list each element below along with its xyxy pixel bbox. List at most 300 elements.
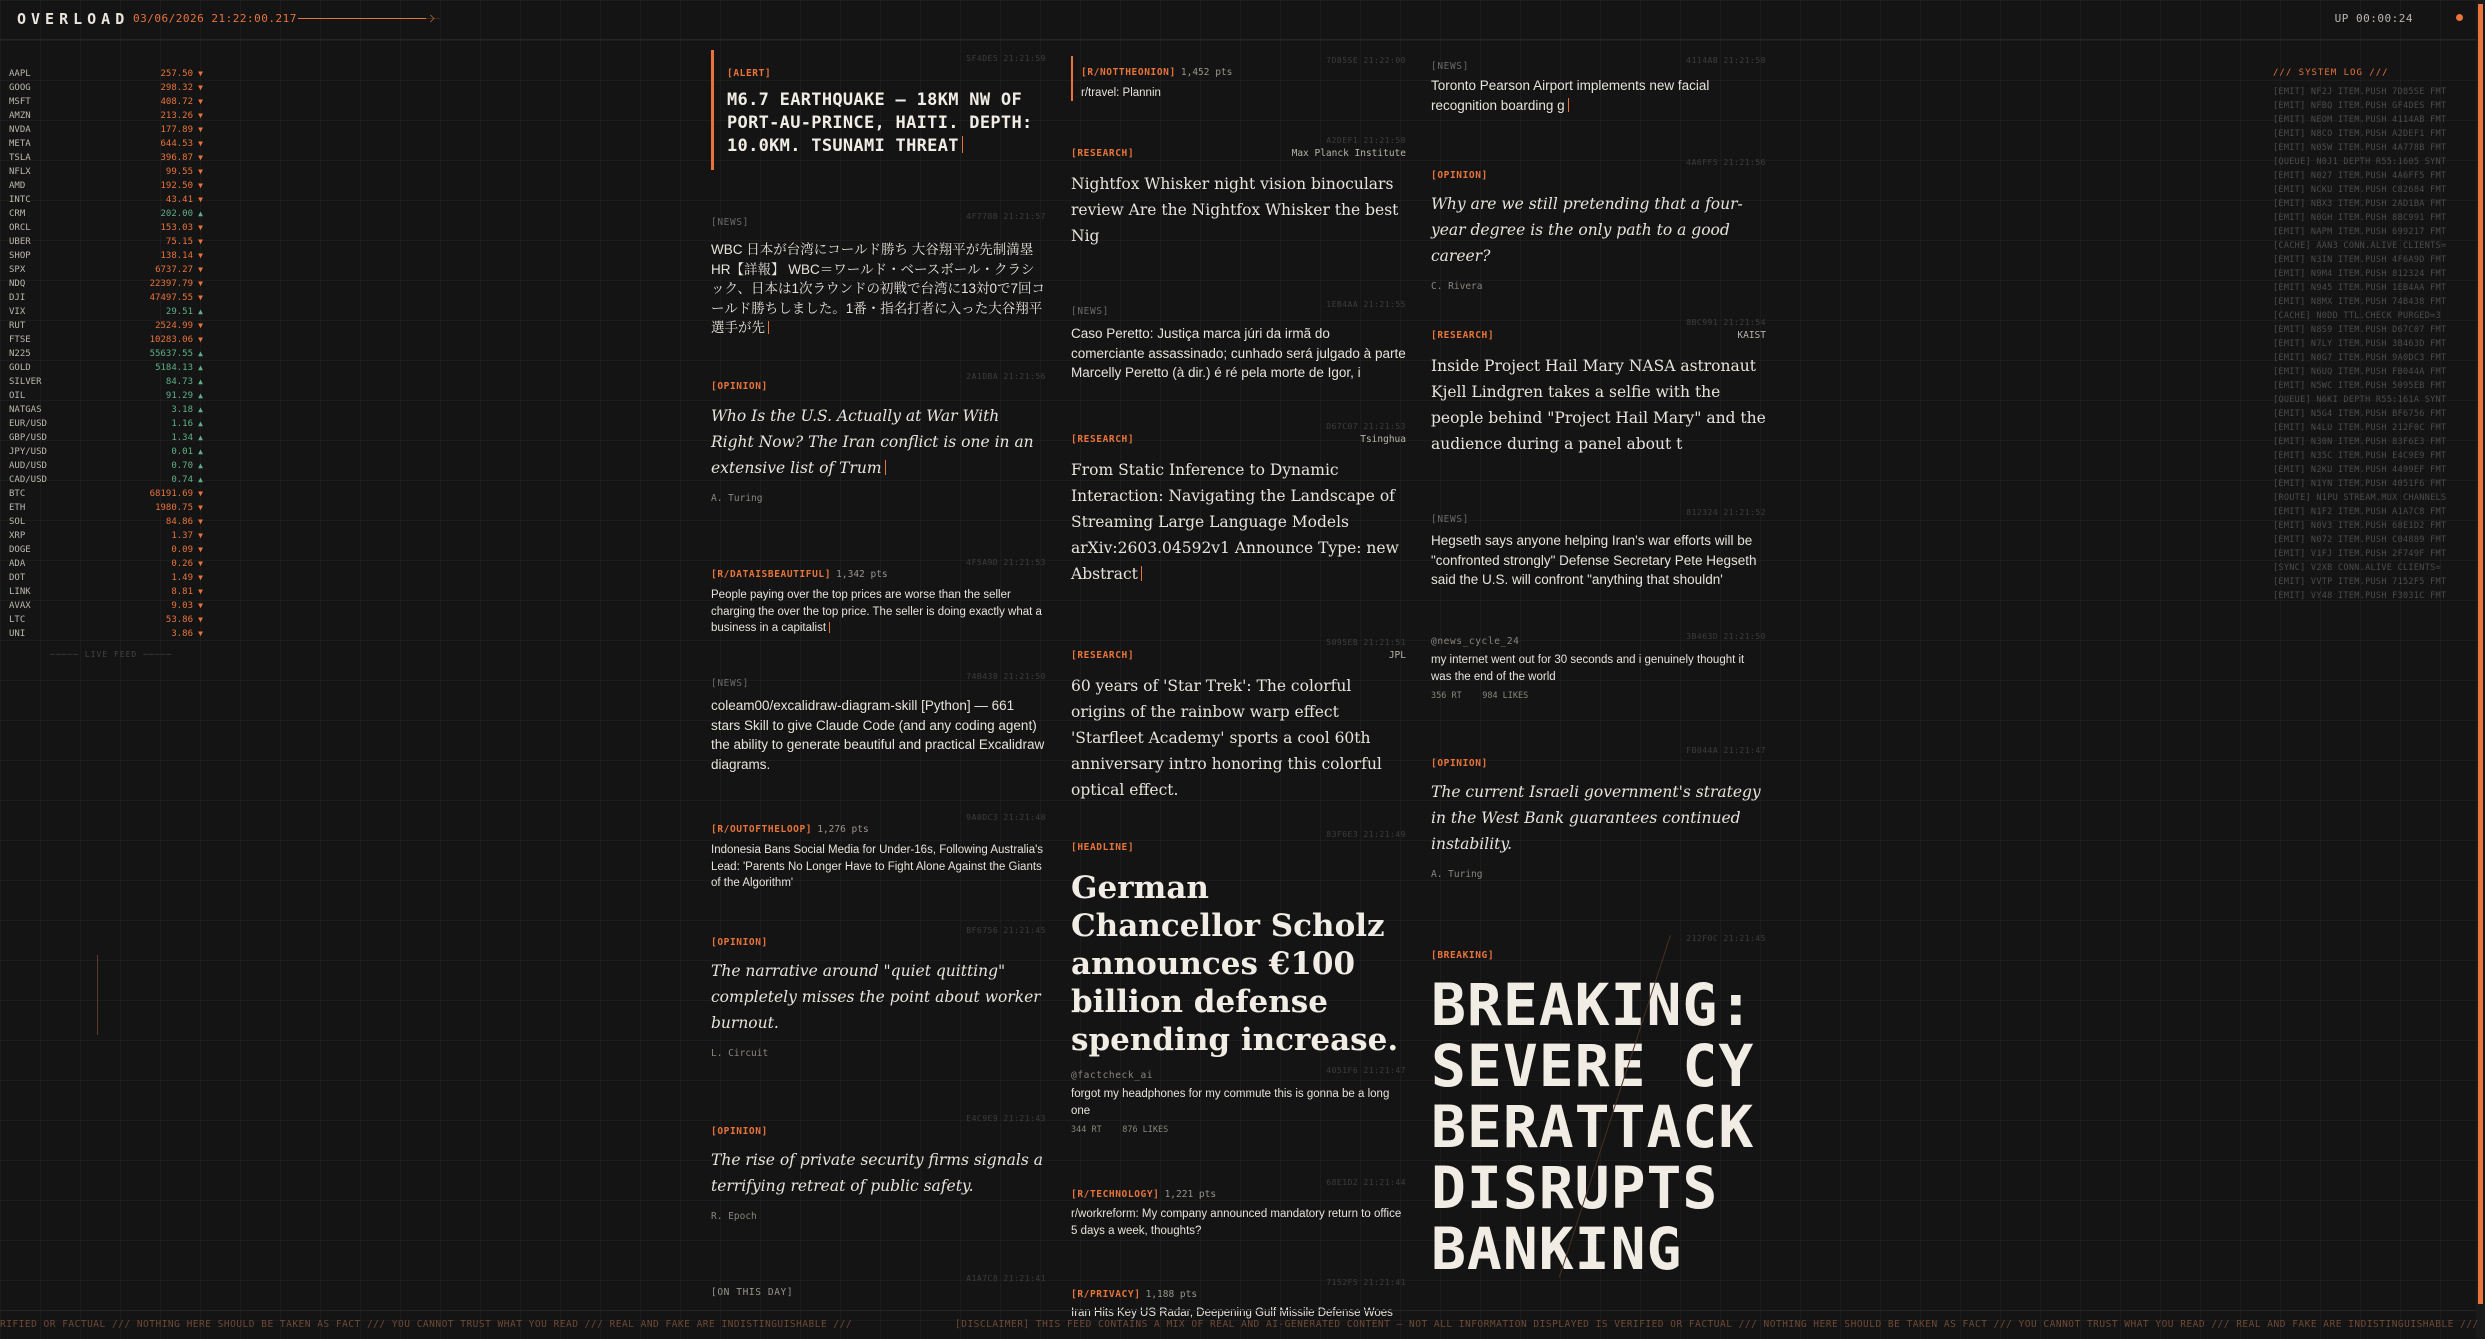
card-tag: [R/PRIVACY] (1071, 1289, 1141, 1300)
card-meta: D67C07 21:21:53 (1326, 422, 1406, 431)
ticker-value: 396.87 (160, 153, 193, 163)
log-line: [ROUTE] N1PU STREAM.MUX CHANNELS (2273, 493, 2447, 503)
ticker-row[interactable] (9, 207, 204, 221)
ticker-symbol: NDQ (9, 279, 26, 289)
ticker-row[interactable] (9, 249, 204, 263)
breaking-text: BREAKING: SEVERE CYBERATTACK DISRUPTS BANKING (1431, 971, 1755, 1283)
ticker-row[interactable] (9, 445, 204, 459)
ticker-row[interactable] (9, 417, 204, 431)
log-line: [CACHE] AAN3 CONN.ALIVE CLIENTS= (2273, 241, 2447, 251)
log-line: [SYNC] V2XB CONN.ALIVE CLIENTS= (2273, 563, 2441, 573)
card-meta: 1EB4AA 21:21:55 (1326, 300, 1406, 309)
opinion-card[interactable] (1431, 746, 1766, 880)
opinion-card[interactable] (711, 926, 1046, 1059)
ticker-row[interactable] (9, 109, 204, 123)
ticker-row[interactable] (9, 95, 204, 109)
opinion-card[interactable] (711, 372, 1046, 504)
arrow-down-icon: ▼ (198, 139, 203, 148)
arrow-down-icon: ▼ (198, 125, 203, 134)
arrow-down-icon: ▼ (198, 503, 203, 512)
ticker-row[interactable] (9, 291, 204, 305)
ticker-row[interactable] (9, 277, 204, 291)
reddit-card[interactable] (1071, 56, 1406, 101)
ticker-value: 53.86 (165, 615, 193, 625)
arrow-up-icon: ▲ (198, 391, 203, 400)
arrow-down-icon: ▼ (198, 279, 203, 288)
card-text: Why are we still pretending that a four-year degree is the only path to a good career? (1431, 195, 1743, 265)
card-meta: 4F778B 21:21:57 (966, 212, 1046, 221)
news-card[interactable] (1071, 300, 1406, 383)
card-tag: [RESEARCH] (1431, 330, 1495, 341)
log-line: [EMIT] N35C ITEM.PUSH E4C9E9 FMT (2273, 451, 2447, 461)
arrow-down-icon: ▼ (198, 111, 203, 120)
social-handle: @news_cycle_24 (1431, 636, 1520, 647)
card-tag: [R/OUTOFTHELOOP] (711, 824, 813, 835)
ticker-symbol: LINK (9, 587, 31, 597)
card-meta: 812324 21:21:52 (1686, 508, 1766, 517)
ticker-value: 47497.55 (149, 293, 193, 303)
ticker-symbol: CRM (9, 209, 26, 219)
ticker-symbol: AMD (9, 181, 26, 191)
card-tag: [RESEARCH] (1071, 650, 1135, 661)
ticker-row[interactable] (9, 221, 204, 235)
ticker-row[interactable] (9, 431, 204, 445)
card-text: The current Israeli government's strategy in the West Bank guarantees continued instability. (1431, 783, 1761, 853)
ticker-symbol: RUT (9, 321, 26, 331)
live-feed-label: ───── LIVE FEED ───── (50, 650, 173, 659)
ticker-symbol: JPY/USD (9, 447, 47, 457)
arrow-down-icon: ▼ (198, 489, 203, 498)
ticker-symbol: NVDA (9, 125, 31, 135)
system-log-title: /// SYSTEM LOG /// (2273, 68, 2389, 78)
ticker-row[interactable] (9, 627, 204, 641)
ticker-value: 202.00 (160, 209, 193, 219)
card-tag: [OPINION] (711, 937, 768, 948)
opinion-card[interactable] (1431, 158, 1766, 292)
ticker-value: 1.34 (171, 433, 193, 443)
log-line: [EMIT] N8S9 ITEM.PUSH D67C07 FMT (2273, 325, 2447, 335)
ticker-value: 10283.06 (149, 335, 193, 345)
ticker-symbol: MSFT (9, 97, 31, 107)
card-source: JPL (1388, 650, 1406, 661)
ticker-row[interactable] (9, 347, 204, 361)
card-author: R. Epoch (711, 1211, 757, 1222)
log-line: [EMIT] N027 ITEM.PUSH 4A6FF5 FMT (2273, 171, 2447, 181)
arrow-up-icon: ▲ (198, 307, 203, 316)
ticker-value: 5184.13 (155, 363, 193, 373)
alert-card[interactable] (711, 50, 1046, 170)
card-text: forgot my headphones for my commute this is gonna be a long one (1071, 1088, 1390, 1117)
ticker-value: 1.49 (171, 573, 193, 583)
ticker-value: 84.86 (165, 517, 193, 527)
card-author: C. Rivera (1431, 281, 1483, 292)
cursor-icon (962, 136, 963, 153)
log-line: [EMIT] N05W ITEM.PUSH 4A778B FMT (2273, 143, 2447, 153)
ticker-value: 6737.27 (155, 265, 193, 275)
arrow-down-icon: ▼ (198, 293, 203, 302)
ticker-symbol: DOT (9, 573, 26, 583)
ticker-row[interactable] (9, 123, 204, 137)
log-line: [EMIT] N0G7 ITEM.PUSH 9A0DC3 FMT (2273, 353, 2447, 363)
card-points: 1,276 pts (817, 824, 869, 835)
card-author: L. Circuit (711, 1048, 769, 1059)
ticker-symbol: VIX (9, 307, 26, 317)
ticker-symbol: CAD/USD (9, 475, 47, 485)
card-tag: [R/TECHNOLOGY] (1071, 1189, 1160, 1200)
research-card[interactable] (1071, 136, 1406, 249)
card-meta: 68E1D2 21:21:44 (1326, 1178, 1406, 1187)
log-line: [EMIT] N6UQ ITEM.PUSH FB044A FMT (2273, 367, 2447, 377)
log-line: [EMIT] VVTP ITEM.PUSH 7152F5 FMT (2273, 577, 2447, 587)
social-handle: @factcheck_ai (1071, 1070, 1154, 1081)
log-line: [EMIT] N7LY ITEM.PUSH 3B463D FMT (2273, 339, 2447, 349)
ticker-symbol: N225 (9, 349, 31, 359)
ticker-row[interactable] (9, 599, 204, 613)
ticker-value: 22397.79 (149, 279, 193, 289)
social-stats (1071, 1125, 1406, 1135)
log-line: [EMIT] N3IN ITEM.PUSH 4F6A9D FMT (2273, 255, 2447, 265)
card-text: The rise of private security firms signals a terrifying retreat of public safety. (711, 1151, 1043, 1195)
cursor-icon (768, 321, 769, 335)
ticker-symbol: AAPL (9, 69, 31, 79)
ticker-row[interactable] (9, 361, 204, 375)
card-meta: E4C9E9 21:21:43 (966, 1114, 1046, 1123)
ticker-row[interactable] (9, 235, 204, 249)
retweet-count: 356 RT (1431, 691, 1462, 701)
ticker-symbol: DOGE (9, 545, 31, 555)
scrollbar-thumb[interactable] (2478, 4, 2483, 1304)
log-line: [EMIT] N0GH ITEM.PUSH 8BC991 FMT (2273, 213, 2447, 223)
card-tag: [NEWS] (1431, 61, 1469, 72)
status-dot-icon (2456, 14, 2463, 21)
on-this-day-card[interactable] (711, 1274, 1046, 1298)
arrow-down-icon: ▼ (198, 587, 203, 596)
arrow-down-icon: ▼ (198, 153, 203, 162)
log-line: [EMIT] N8CO ITEM.PUSH A2DEF1 FMT (2273, 129, 2447, 139)
ticker-symbol: GOLD (9, 363, 31, 373)
ticker-value: 2524.99 (155, 321, 193, 331)
card-tag: [ALERT] (727, 68, 772, 79)
app-title: OVERLOAD (17, 10, 130, 28)
card-meta: A2DEF1 21:21:58 (1326, 136, 1406, 145)
ticker-row[interactable] (9, 193, 204, 207)
card-text: Caso Peretto: Justiça marca júri da irmã do comerciante assassinado; cunhado será julgado à parte Marcelly Peretto (à dir.) é ré pela morte de Igor, i (1071, 326, 1406, 380)
arrow-down-icon: ▼ (198, 69, 203, 78)
news-card[interactable] (711, 672, 1046, 774)
log-line: [CACHE] N0DD TTL.CHECK PURGED=3 (2273, 311, 2441, 321)
card-meta: BF6756 21:21:45 (966, 926, 1046, 935)
log-line: [QUEUE] N0J1 DEPTH R55:1605 SYNT (2273, 157, 2447, 167)
reddit-card[interactable] (711, 558, 1046, 637)
ticker-value: 0.01 (171, 447, 193, 457)
ticker-row[interactable] (9, 529, 204, 543)
ticker-row[interactable] (9, 473, 204, 487)
log-line: [EMIT] N072 ITEM.PUSH C04889 FMT (2273, 535, 2447, 545)
card-meta: 4F5A9D 21:21:53 (966, 558, 1046, 567)
ticker-symbol: UBER (9, 237, 31, 247)
ticker-symbol: NATGAS (9, 405, 42, 415)
ticker-symbol: SPX (9, 265, 26, 275)
ticker-row[interactable] (9, 613, 204, 627)
ticker-value: 99.55 (165, 167, 193, 177)
arrow-down-icon: ▼ (198, 545, 203, 554)
card-source: Max Planck Institute (1291, 148, 1406, 159)
ticker-symbol: AVAX (9, 601, 31, 611)
card-meta: 3B463D 21:21:50 (1686, 632, 1766, 641)
news-card[interactable] (1431, 56, 1766, 115)
log-line: [EMIT] N9M4 ITEM.PUSH 812324 FMT (2273, 269, 2447, 279)
card-tag: [OPINION] (1431, 758, 1488, 769)
card-text: my internet went out for 30 seconds and i genuinely thought it was the end of the world (1431, 654, 1745, 683)
ticker-symbol: GBP/USD (9, 433, 47, 443)
ticker-symbol: AUD/USD (9, 461, 47, 471)
ticker-row[interactable] (9, 585, 204, 599)
arrow-up-icon: ▲ (198, 349, 203, 358)
ticker-value: 153.03 (160, 223, 193, 233)
ticker-row[interactable] (9, 515, 204, 529)
system-log-lines (2273, 85, 2473, 603)
card-source: Tsinghua (1360, 434, 1406, 445)
ticker-value: 1.37 (171, 531, 193, 541)
arrow-up-icon: ▲ (198, 419, 203, 428)
card-points: 1,221 pts (1164, 1189, 1217, 1200)
log-line: [EMIT] N1YN ITEM.PUSH 4051F6 FMT (2273, 479, 2447, 489)
ticker-symbol: EUR/USD (9, 419, 47, 429)
card-text: r/travel: Plannin (1081, 87, 1161, 99)
progress-knob-icon (427, 15, 435, 23)
news-card[interactable] (711, 212, 1046, 338)
ticker-row[interactable] (9, 165, 204, 179)
ticker-symbol: DJI (9, 293, 26, 303)
arrow-down-icon: ▼ (198, 335, 203, 344)
card-text: r/workreform: My company announced mandatory return to office 5 days a week, thoughts? (1071, 1208, 1402, 1237)
card-text: Who Is the U.S. Actually at War With Right Now? The Iran conflict is one in an extensive list of Trum (711, 407, 1034, 477)
arrow-up-icon: ▲ (198, 461, 203, 470)
ticker-value: 43.41 (165, 195, 193, 205)
ticker-symbol: SHOP (9, 251, 31, 261)
arrow-up-icon: ▲ (198, 363, 203, 372)
card-text: Hegseth says anyone helping Iran's war efforts will be "confronted strongly" Defense Secretary Pete Hegseth said the U.S. will confront "anything that shouldn' (1431, 533, 1757, 587)
ticker-symbol: UNI (9, 629, 26, 639)
ticker-row[interactable] (9, 487, 204, 501)
card-points: 1,342 pts (836, 569, 888, 580)
arrow-up-icon: ▲ (198, 405, 203, 414)
ticker-row[interactable] (9, 263, 204, 277)
card-tag: [ON THIS DAY] (711, 1287, 794, 1298)
ticker-value: 91.29 (165, 391, 193, 401)
arrow-up-icon: ▲ (198, 447, 203, 456)
top-bar (0, 0, 2485, 40)
log-line: [EMIT] N8MX ITEM.PUSH 74B438 FMT (2273, 297, 2447, 307)
card-text: Indonesia Bans Social Media for Under-16s, Following Australia's Lead: 'Parents No Longer Have to Fight Alone Against the Giants of the Algorithm' (711, 844, 1044, 889)
ticker-row[interactable] (9, 375, 204, 389)
arrow-down-icon: ▼ (198, 601, 203, 610)
ticker-symbol: ETH (9, 503, 26, 513)
card-tag: [BREAKING] (1431, 950, 1495, 961)
ticker-value: 257.50 (160, 69, 193, 79)
ticker-row[interactable] (9, 137, 204, 151)
arrow-down-icon: ▼ (198, 195, 203, 204)
ticker-row[interactable] (9, 389, 204, 403)
card-author: A. Turing (1431, 869, 1483, 880)
arrow-down-icon: ▼ (198, 181, 203, 190)
card-meta: 4A6FF5 21:21:56 (1686, 158, 1766, 167)
arrow-down-icon: ▼ (198, 559, 203, 568)
card-meta: FB044A 21:21:47 (1686, 746, 1766, 755)
arrow-down-icon: ▼ (198, 615, 203, 624)
card-tag: [OPINION] (711, 381, 768, 392)
reddit-card[interactable] (1071, 1278, 1406, 1319)
ticker-value: 0.70 (171, 461, 193, 471)
card-tag: [R/NOTTHEONION] (1081, 67, 1176, 78)
ticker-symbol: INTC (9, 195, 31, 205)
ticker-row[interactable] (9, 67, 204, 81)
log-line: [EMIT] VY48 ITEM.PUSH F3031C FMT (2273, 591, 2447, 601)
ticker-symbol: META (9, 139, 31, 149)
log-line: [EMIT] NCKU ITEM.PUSH C82684 FMT (2273, 185, 2447, 195)
social-post-card[interactable] (1071, 1066, 1406, 1135)
ticker-value: 192.50 (160, 181, 193, 191)
cursor-icon (829, 622, 830, 634)
log-line: [EMIT] N5WC ITEM.PUSH 5095EB FMT (2273, 381, 2447, 391)
alert-title: M6.7 EARTHQUAKE — 18KM NW OF PORT-AU-PRINCE, HAITI. DEPTH: 10.0KM. TSUNAMI THREAT (727, 90, 1033, 156)
breaking-card[interactable] (1431, 934, 1766, 1310)
ticker-value: 68191.69 (149, 489, 193, 499)
card-tag: [OPINION] (711, 1126, 768, 1137)
log-line: [EMIT] N2KU ITEM.PUSH 4499EF FMT (2273, 465, 2447, 475)
ticker-symbol: BTC (9, 489, 26, 499)
system-log-panel (2273, 68, 2473, 603)
card-text: 60 years of 'Star Trek': The colorful origins of the rainbow warp effect 'Starfleet Academy' sports a cool 60th anniversary intro honoring this colorful optical effect. (1071, 677, 1382, 799)
arrow-down-icon: ▼ (198, 629, 203, 638)
ticker-row[interactable] (9, 543, 204, 557)
ticker-value: 1980.75 (155, 503, 193, 513)
ticker-row[interactable] (9, 179, 204, 193)
ticker-row[interactable] (9, 571, 204, 585)
ticker-value: 138.14 (160, 251, 193, 261)
arrow-up-icon: ▲ (198, 209, 203, 218)
reddit-card[interactable] (711, 813, 1046, 892)
ticker-row[interactable] (9, 305, 204, 319)
ticker-symbol: FTSE (9, 335, 31, 345)
arrow-down-icon: ▼ (198, 83, 203, 92)
ticker-symbol: AMZN (9, 111, 31, 121)
arrow-down-icon: ▼ (198, 237, 203, 246)
card-source: KAIST (1737, 330, 1766, 341)
ticker-symbol: NFLX (9, 167, 31, 177)
ticker-symbol: SOL (9, 517, 26, 527)
clock-readout: 03/06/2026 21:22:00.217 (133, 12, 297, 25)
card-meta: 74B438 21:21:50 (966, 672, 1046, 681)
arrow-down-icon: ▼ (198, 97, 203, 106)
ticker-value: 29.51 (165, 307, 193, 317)
disclaimer-text-right: [DISCLAIMER] THIS FEED CONTAINS A MIX OF REAL AND AI-GENERATED CONTENT — NOT ALL INFORMATION DISPLAYED IS VERIFIED OR FACTUAL /// NOTHING HERE SHOULD BE TAKEN AS FACT /// YOU CANNOT TRUST WHAT YOU READ /// REAL AND FAKE ARE INDISTINGUISHABLE /// (955, 1319, 2479, 1330)
card-author: A. Turing (711, 493, 763, 504)
card-meta: 2A1DBA 21:21:56 (966, 372, 1046, 381)
ticker-row[interactable] (9, 319, 204, 333)
ticker-value: 55637.55 (149, 349, 193, 359)
headline-card[interactable] (1071, 830, 1406, 1059)
card-tag: [HEADLINE] (1071, 842, 1135, 853)
ticker-row[interactable] (9, 81, 204, 95)
disclaimer-ticker (0, 1310, 2479, 1338)
cursor-icon (885, 460, 886, 476)
arrow-up-icon: ▲ (198, 377, 203, 386)
reddit-card[interactable] (1071, 1178, 1406, 1239)
ticker-value: 75.15 (165, 237, 193, 247)
card-tag: [NEWS] (1431, 514, 1469, 525)
social-post-card[interactable] (1431, 632, 1766, 701)
news-card[interactable] (1431, 508, 1766, 590)
log-line: [EMIT] N0V3 ITEM.PUSH 68E1D2 FMT (2273, 521, 2447, 531)
ticker-row[interactable] (9, 151, 204, 165)
card-tag: [RESEARCH] (1071, 434, 1135, 445)
side-divider (97, 955, 103, 1035)
ticker-row[interactable] (9, 403, 204, 417)
arrow-up-icon: ▲ (198, 433, 203, 442)
log-line: [EMIT] NBX3 ITEM.PUSH 2AD1BA FMT (2273, 199, 2447, 209)
ticker-symbol: TSLA (9, 153, 31, 163)
ticker-value: 177.89 (160, 125, 193, 135)
progress-bar (298, 18, 440, 19)
ticker-row[interactable] (9, 333, 204, 347)
ticker-value: 9.03 (171, 601, 193, 611)
card-text: Inside Project Hail Mary NASA astronaut Kjell Lindgren takes a selfie with the people behind "Project Hail Mary" and the audience during a panel about t (1431, 357, 1766, 453)
ticker-row[interactable] (9, 459, 204, 473)
card-points: 1,188 pts (1145, 1289, 1198, 1300)
uptime-readout: UP 00:00:24 (2334, 12, 2413, 25)
card-tag: [NEWS] (711, 217, 749, 228)
card-meta: 4114AB 21:21:58 (1686, 56, 1766, 65)
cursor-icon (1568, 98, 1569, 112)
card-text: The narrative around "quiet quitting" completely misses the point about worker burnout. (711, 962, 1041, 1032)
card-meta: 5F4DE5 21:21:59 (966, 54, 1046, 63)
arrow-down-icon: ▼ (198, 251, 203, 260)
card-tag: [NEWS] (711, 678, 749, 689)
retweet-count: 344 RT (1071, 1125, 1102, 1135)
ticker-value: 0.74 (171, 475, 193, 485)
card-meta: 4051F6 21:21:47 (1326, 1066, 1406, 1075)
ticker-symbol: ORCL (9, 223, 31, 233)
research-card[interactable] (1071, 638, 1406, 803)
ticker-value: 3.86 (171, 629, 193, 639)
ticker-row[interactable] (9, 501, 204, 515)
ticker-value: 8.81 (171, 587, 193, 597)
research-card[interactable] (1431, 318, 1766, 457)
card-tag: [RESEARCH] (1071, 148, 1135, 159)
opinion-card[interactable] (711, 1114, 1046, 1222)
log-line: [EMIT] NFBQ ITEM.PUSH GF4DES FMT (2273, 101, 2447, 111)
ticker-symbol: SILVER (9, 377, 42, 387)
card-meta: 8BC991 21:21:54 (1686, 318, 1766, 327)
log-line: [EMIT] N5G4 ITEM.PUSH BF6756 FMT (2273, 409, 2447, 419)
card-meta: 9A0DC3 21:21:48 (966, 813, 1046, 822)
log-line: [EMIT] NAPM ITEM.PUSH 699217 FMT (2273, 227, 2447, 237)
card-meta: 212F0C 21:21:45 (1686, 934, 1766, 943)
ticker-row[interactable] (9, 557, 204, 571)
card-meta: 5095EB 21:21:51 (1326, 638, 1406, 647)
log-line: [EMIT] N4LU ITEM.PUSH 212F0C FMT (2273, 423, 2447, 433)
ticker-symbol: GOOG (9, 83, 31, 93)
ticker-value: 3.18 (171, 405, 193, 415)
ticker-value: 84.73 (165, 377, 193, 387)
ticker-value: 408.72 (160, 97, 193, 107)
log-line: [EMIT] NEOM ITEM.PUSH 4114AB FMT (2273, 115, 2447, 125)
arrow-down-icon: ▼ (198, 517, 203, 526)
research-card[interactable] (1071, 422, 1406, 587)
card-tag: [NEWS] (1071, 306, 1109, 317)
ticker-value: 0.09 (171, 545, 193, 555)
